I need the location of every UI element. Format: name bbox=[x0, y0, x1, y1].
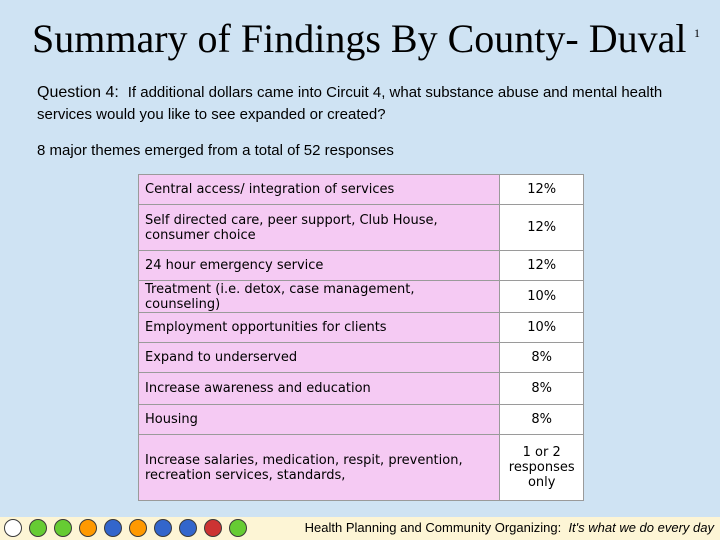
table-row bbox=[139, 343, 584, 373]
question-text: If additional dollars came into Circuit 4, what substance abuse and mental health services would you like to see expanded or created? bbox=[37, 84, 663, 123]
percent-cell: 12% bbox=[500, 175, 584, 205]
slide-number: 1 bbox=[694, 26, 700, 40]
theme-cell: Treatment (i.e. detox, case management, counseling) bbox=[139, 281, 500, 313]
footer-circle-icon bbox=[29, 519, 47, 537]
slide-title: Summary of Findings By County- Duval bbox=[32, 16, 687, 61]
theme-cell: Increase awareness and education bbox=[139, 373, 500, 405]
theme-cell: Employment opportunities for clients bbox=[139, 313, 500, 343]
percent-cell: 12% bbox=[500, 251, 584, 281]
percent-cell: 8% bbox=[500, 343, 584, 373]
theme-cell: Expand to underserved bbox=[139, 343, 500, 373]
percent-cell: 1 or 2 responses only bbox=[500, 435, 584, 501]
theme-cell: Housing bbox=[139, 405, 500, 435]
footer-circle-icon bbox=[79, 519, 97, 537]
footer-tagline: It's what we do every day bbox=[568, 520, 714, 535]
percent-cell: 8% bbox=[500, 373, 584, 405]
table-row bbox=[139, 435, 584, 501]
footer-circle-icon bbox=[179, 519, 197, 537]
footer-circle-icon bbox=[204, 519, 222, 537]
footer-circle-icon bbox=[129, 519, 147, 537]
percent-cell: 8% bbox=[500, 405, 584, 435]
footer-circle-icon bbox=[154, 519, 172, 537]
table-row bbox=[139, 175, 584, 205]
percent-cell: 12% bbox=[500, 205, 584, 251]
theme-cell: Central access/ integration of services bbox=[139, 175, 500, 205]
question-colon: : bbox=[114, 84, 128, 101]
question-label: Question 4 bbox=[37, 84, 115, 101]
question-block bbox=[37, 82, 697, 126]
theme-cell: Self directed care, peer support, Club House, consumer choice bbox=[139, 205, 500, 251]
table-row bbox=[139, 373, 584, 405]
table-row bbox=[139, 313, 584, 343]
footer-circle-icon bbox=[54, 519, 72, 537]
footer-text bbox=[305, 519, 714, 537]
table-row bbox=[139, 205, 584, 251]
theme-cell: Increase salaries, medication, respit, prevention, recreation services, standards, bbox=[139, 435, 500, 501]
themes-summary: 8 major themes emerged from a total of 52 responses bbox=[37, 142, 394, 159]
findings-table bbox=[138, 174, 584, 501]
footer-org: Health Planning and Community Organizing: bbox=[304, 520, 562, 535]
percent-cell: 10% bbox=[500, 281, 584, 313]
table-row bbox=[139, 251, 584, 281]
theme-cell: 24 hour emergency service bbox=[139, 251, 500, 281]
footer-circle-icon bbox=[229, 519, 247, 537]
footer-circle-icon bbox=[104, 519, 122, 537]
footer-circle-icon bbox=[4, 519, 22, 537]
table-row bbox=[139, 281, 584, 313]
table-row bbox=[139, 405, 584, 435]
percent-cell: 10% bbox=[500, 313, 584, 343]
